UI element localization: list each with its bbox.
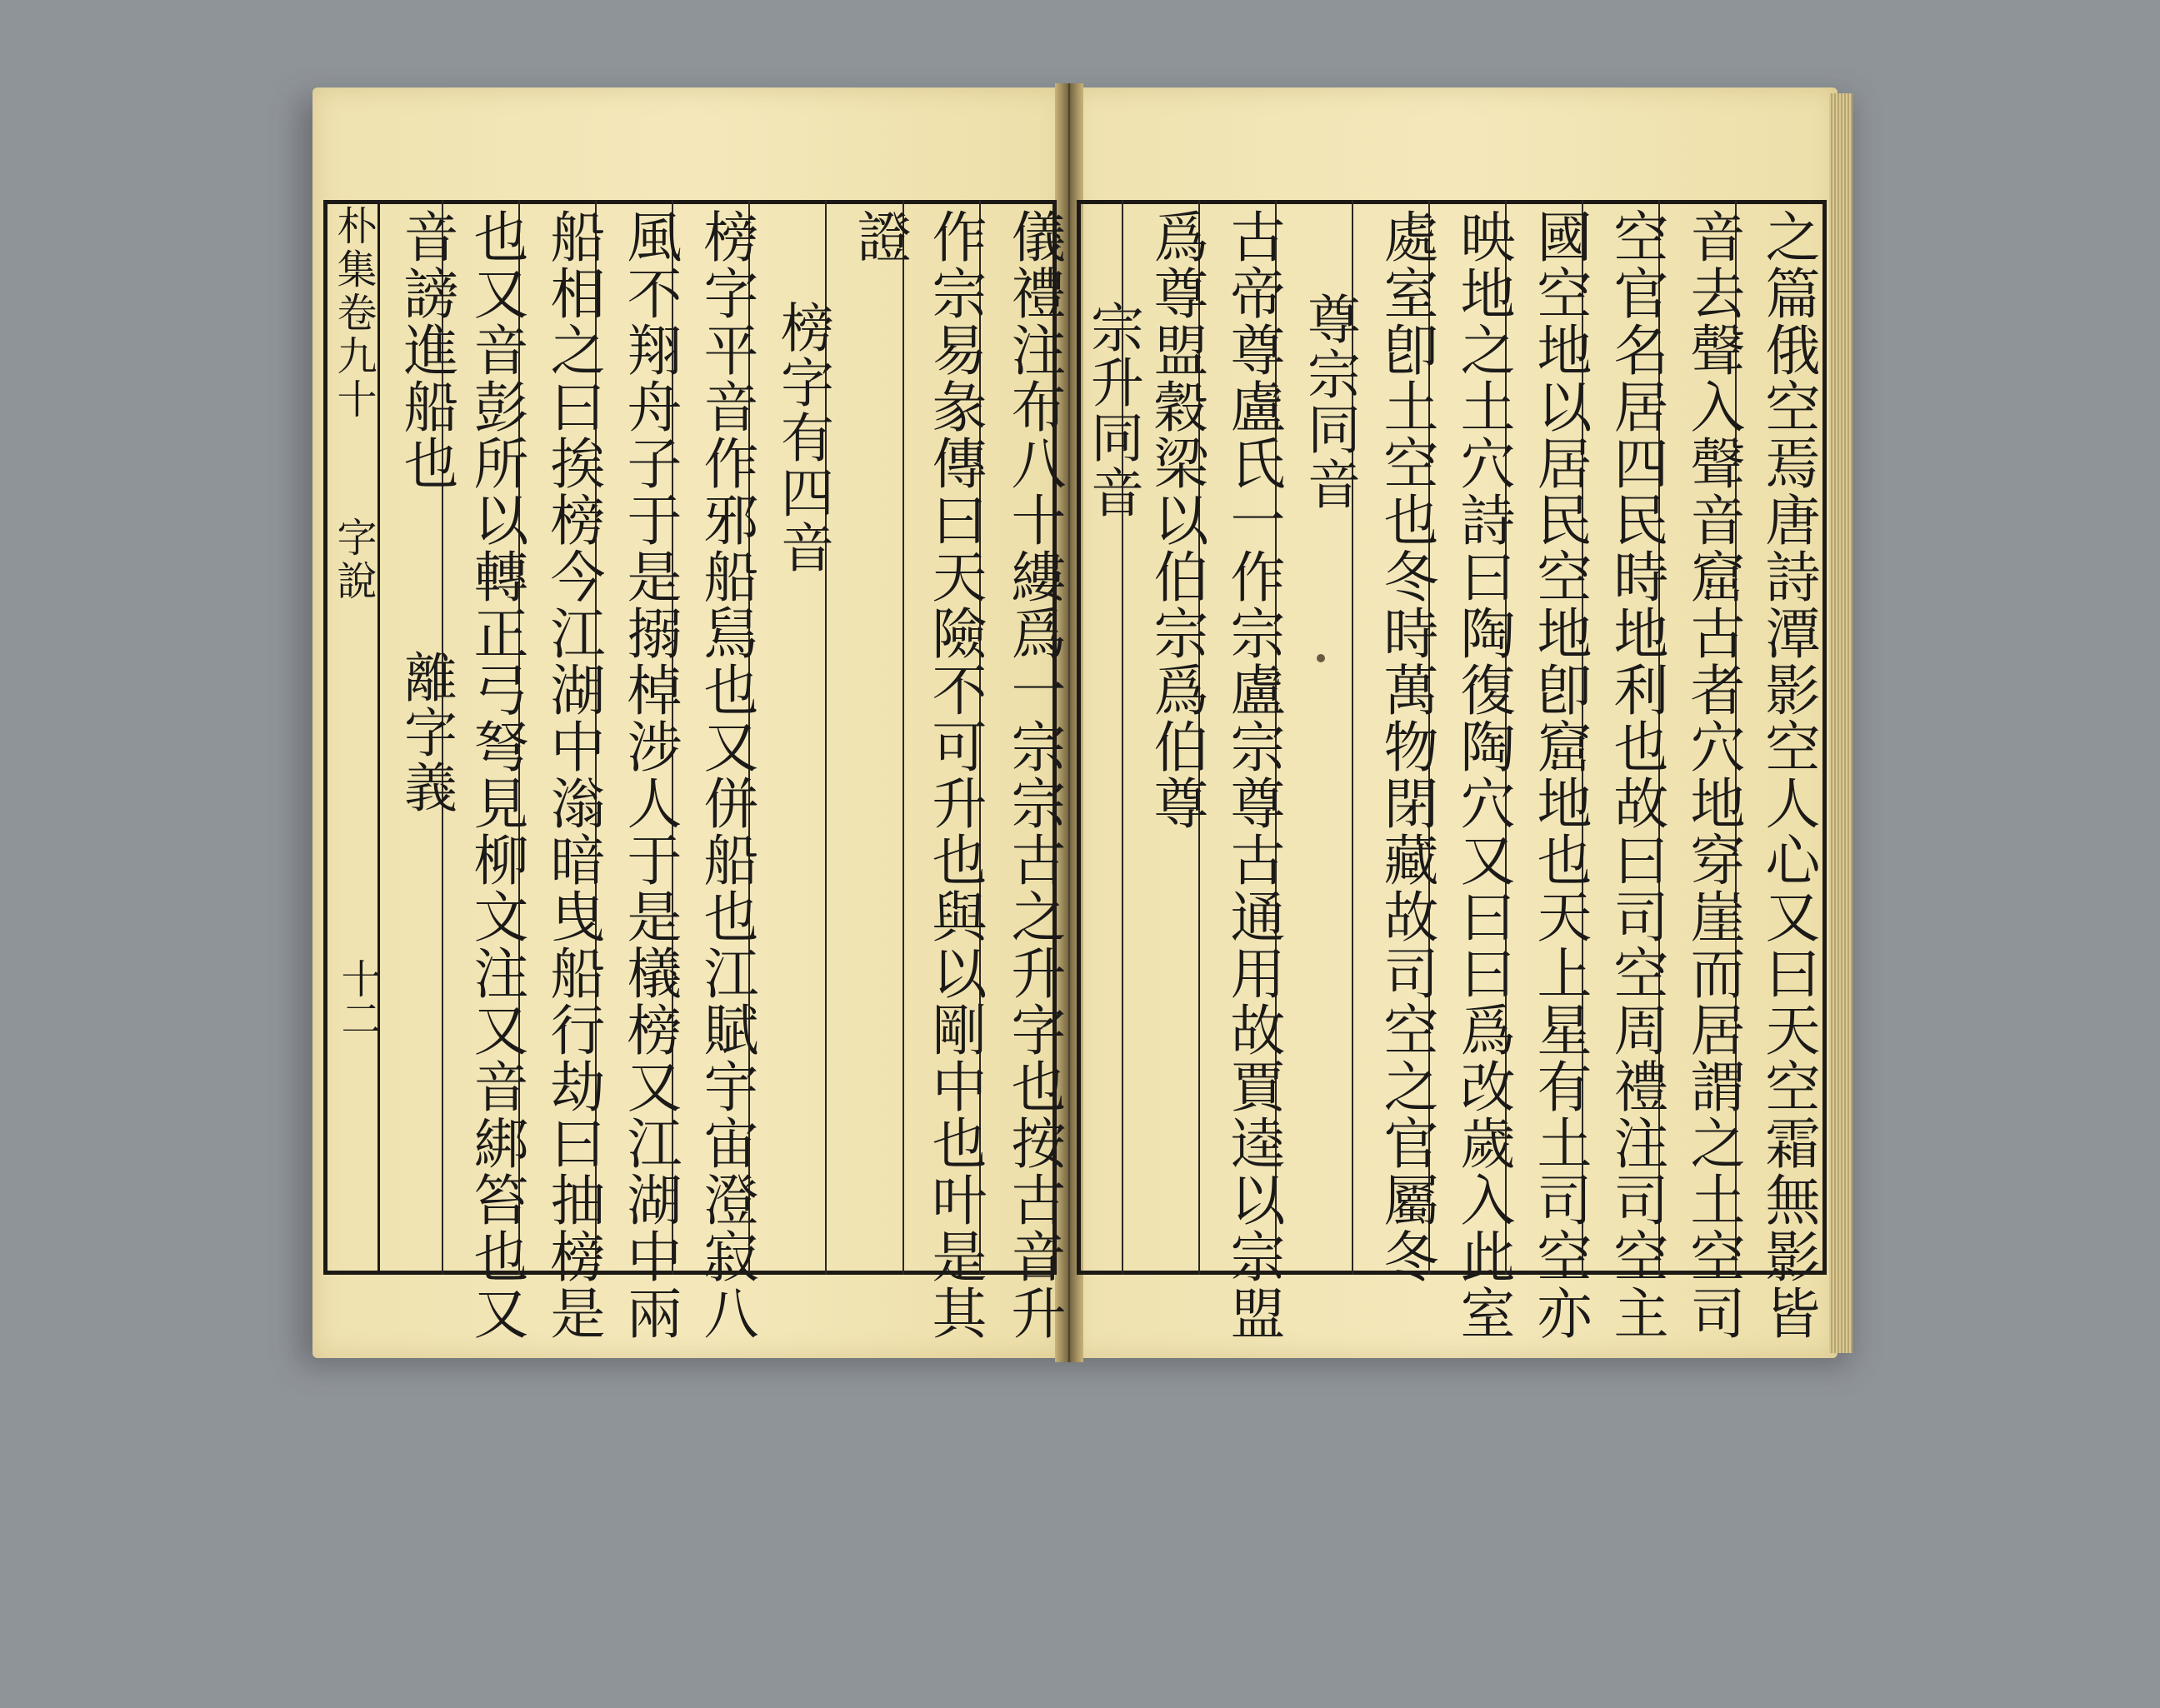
right-col-1: 之篇俄空焉唐詩潭影空人心又曰天空霜無影皆 [1756,208,1820,1341]
left-heading-bang: 榜字有四音 [772,300,833,575]
left-col-6: 風不翔舟子于是搦棹涉人于是檥榜又江湖中兩 [618,208,682,1341]
ink-speck [1317,654,1325,662]
left-heading-li: 離字義 [395,650,457,815]
right-col-8: 古帝尊盧氏一作宗盧宗尊古通用故賈逵以宗盟 [1221,208,1285,1341]
right-heading-zun: 尊宗同音 [1298,292,1360,512]
right-col-4: 國空地以居民空地卽窟地也天上星有土司空亦 [1528,208,1592,1341]
right-heading-zong: 宗升同音 [1082,300,1143,520]
left-col-3: 證 [848,208,912,265]
right-col-3: 空官名居四民時地利也故曰司空周禮注司空主 [1604,208,1668,1341]
left-col-9: 音謗進船也 [394,208,458,492]
right-col-5: 映地之土穴詩曰陶復陶穴又曰曰爲改歲入此室 [1451,208,1515,1341]
left-col-2: 作宗易彖傳曰天險不可升也與以剛中也叶是其 [922,208,987,1341]
right-col-9: 爲尊盟穀梁以伯宗爲伯尊 [1144,208,1208,832]
margin-section: 字說 [330,517,377,603]
right-col-2: 音去聲入聲音窟古者穴地穿崖而居謂之土空司 [1681,208,1745,1341]
left-col-1: 儀禮注布八十縷爲一宗宗古之升字也按古音升 [1002,208,1066,1341]
left-col-8: 也又音彭所以轉正弓弩見柳文注又音綁笞也又 [464,208,528,1341]
margin-title: 朴集卷九十 [330,205,377,422]
left-col-5: 榜字平音作邪船舃也又併船也江賦宇宙澄寂八 [694,208,758,1341]
left-col-7: 船相之曰挨榜今江湖中滃暗曳船行劫曰抽榜是 [541,208,605,1341]
right-col-6: 處室卽土空也冬時萬物閉藏故司空之官屬冬 [1374,208,1438,1285]
folio-number: 十二 [334,958,381,1038]
page-edges [1829,93,1852,1353]
